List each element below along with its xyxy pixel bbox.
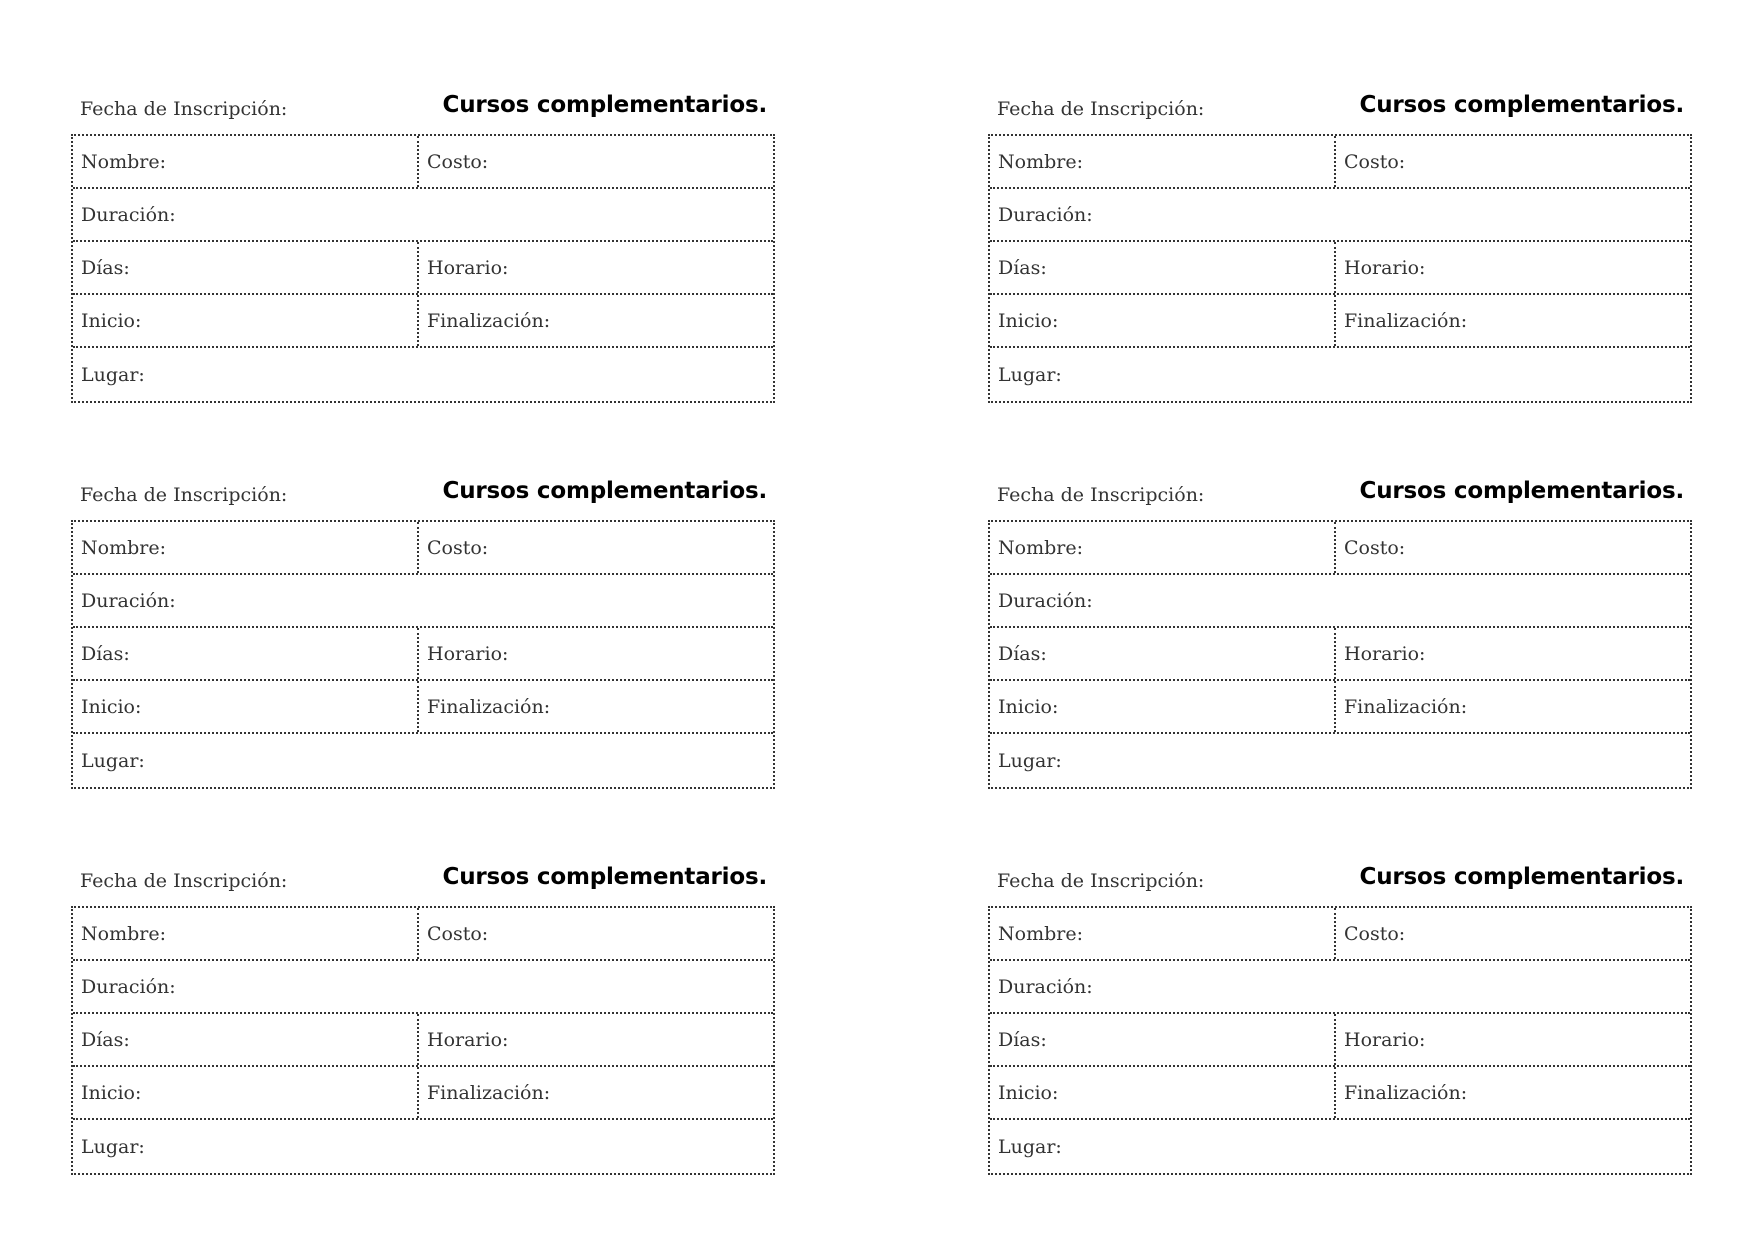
card-title: Cursos complementarios. <box>1359 92 1684 118</box>
horario-field[interactable]: Horario: <box>1344 1028 1426 1051</box>
costo-field[interactable]: Costo: <box>427 922 489 945</box>
course-card <box>988 72 1692 403</box>
row-lugar <box>73 1120 773 1173</box>
row-lugar <box>73 348 773 401</box>
duracion-field[interactable]: Duración: <box>998 589 1093 612</box>
horario-field[interactable]: Horario: <box>1344 256 1426 279</box>
row-nombre-costo <box>73 136 773 189</box>
duracion-field[interactable]: Duración: <box>81 203 176 226</box>
row-duracion <box>990 961 1690 1014</box>
finalizacion-field[interactable]: Finalización: <box>1344 309 1468 332</box>
course-form-grid <box>988 134 1692 403</box>
fecha-inscripcion-label: Fecha de Inscripción: <box>80 484 288 506</box>
nombre-field[interactable]: Nombre: <box>990 522 1336 573</box>
inicio-field[interactable]: Inicio: <box>990 295 1336 346</box>
nombre-field[interactable]: Nombre: <box>73 908 419 959</box>
course-form-grid <box>71 906 775 1175</box>
row-inicio-finalizacion <box>73 295 773 348</box>
row-lugar <box>990 1120 1690 1173</box>
row-inicio-finalizacion <box>73 1067 773 1120</box>
inicio-field[interactable]: Inicio: <box>73 295 419 346</box>
nombre-field[interactable]: Nombre: <box>990 136 1336 187</box>
costo-field[interactable]: Costo: <box>427 150 489 173</box>
lugar-field[interactable]: Lugar: <box>998 749 1062 772</box>
lugar-field[interactable]: Lugar: <box>81 749 145 772</box>
costo-field[interactable]: Costo: <box>1344 922 1406 945</box>
card-header <box>988 72 1692 134</box>
duracion-field[interactable]: Duración: <box>81 589 176 612</box>
fecha-inscripcion-label: Fecha de Inscripción: <box>80 870 288 892</box>
course-form-grid <box>71 520 775 789</box>
inicio-field[interactable]: Inicio: <box>73 681 419 732</box>
nombre-field[interactable]: Nombre: <box>73 136 419 187</box>
card-title: Cursos complementarios. <box>442 478 767 504</box>
row-duracion <box>73 961 773 1014</box>
fecha-inscripcion-label: Fecha de Inscripción: <box>997 484 1205 506</box>
row-nombre-costo <box>73 908 773 961</box>
horario-field[interactable]: Horario: <box>1344 642 1426 665</box>
course-form-grid <box>71 134 775 403</box>
dias-field[interactable]: Días: <box>73 628 419 679</box>
lugar-field[interactable]: Lugar: <box>998 363 1062 386</box>
nombre-field[interactable]: Nombre: <box>73 522 419 573</box>
costo-field[interactable]: Costo: <box>1344 150 1406 173</box>
row-dias-horario <box>990 1014 1690 1067</box>
row-dias-horario <box>73 242 773 295</box>
course-card <box>71 458 775 789</box>
dias-field[interactable]: Días: <box>73 1014 419 1065</box>
finalizacion-field[interactable]: Finalización: <box>1344 1081 1468 1104</box>
dias-field[interactable]: Días: <box>990 1014 1336 1065</box>
row-dias-horario <box>990 628 1690 681</box>
lugar-field[interactable]: Lugar: <box>81 1135 145 1158</box>
card-title: Cursos complementarios. <box>1359 478 1684 504</box>
lugar-field[interactable]: Lugar: <box>998 1135 1062 1158</box>
row-lugar <box>990 348 1690 401</box>
costo-field[interactable]: Costo: <box>1344 536 1406 559</box>
inicio-field[interactable]: Inicio: <box>990 1067 1336 1118</box>
inicio-field[interactable]: Inicio: <box>73 1067 419 1118</box>
row-inicio-finalizacion <box>990 681 1690 734</box>
finalizacion-field[interactable]: Finalización: <box>1344 695 1468 718</box>
dias-field[interactable]: Días: <box>990 628 1336 679</box>
finalizacion-field[interactable]: Finalización: <box>427 1081 551 1104</box>
card-title: Cursos complementarios. <box>442 864 767 890</box>
card-title: Cursos complementarios. <box>442 92 767 118</box>
course-card <box>988 844 1692 1175</box>
row-inicio-finalizacion <box>73 681 773 734</box>
row-inicio-finalizacion <box>990 295 1690 348</box>
inicio-field[interactable]: Inicio: <box>990 681 1336 732</box>
row-nombre-costo <box>990 908 1690 961</box>
row-duracion <box>73 575 773 628</box>
horario-field[interactable]: Horario: <box>427 642 509 665</box>
course-card <box>71 844 775 1175</box>
course-card <box>71 72 775 403</box>
duracion-field[interactable]: Duración: <box>998 975 1093 998</box>
row-duracion <box>990 189 1690 242</box>
duracion-field[interactable]: Duración: <box>81 975 176 998</box>
dias-field[interactable]: Días: <box>73 242 419 293</box>
card-header <box>71 72 775 134</box>
horario-field[interactable]: Horario: <box>427 1028 509 1051</box>
row-inicio-finalizacion <box>990 1067 1690 1120</box>
row-lugar <box>990 734 1690 787</box>
row-dias-horario <box>73 628 773 681</box>
card-header <box>988 458 1692 520</box>
row-lugar <box>73 734 773 787</box>
course-form-grid <box>988 520 1692 789</box>
course-form-grid <box>988 906 1692 1175</box>
finalizacion-field[interactable]: Finalización: <box>427 695 551 718</box>
fecha-inscripcion-label: Fecha de Inscripción: <box>997 98 1205 120</box>
card-header <box>988 844 1692 906</box>
fecha-inscripcion-label: Fecha de Inscripción: <box>80 98 288 120</box>
fecha-inscripcion-label: Fecha de Inscripción: <box>997 870 1205 892</box>
horario-field[interactable]: Horario: <box>427 256 509 279</box>
row-duracion <box>73 189 773 242</box>
costo-field[interactable]: Costo: <box>427 536 489 559</box>
duracion-field[interactable]: Duración: <box>998 203 1093 226</box>
card-header <box>71 458 775 520</box>
card-header <box>71 844 775 906</box>
row-nombre-costo <box>990 522 1690 575</box>
row-nombre-costo <box>990 136 1690 189</box>
row-dias-horario <box>990 242 1690 295</box>
lugar-field[interactable]: Lugar: <box>81 363 145 386</box>
card-title: Cursos complementarios. <box>1359 864 1684 890</box>
dias-field[interactable]: Días: <box>990 242 1336 293</box>
nombre-field[interactable]: Nombre: <box>990 908 1336 959</box>
course-card <box>988 458 1692 789</box>
row-nombre-costo <box>73 522 773 575</box>
row-dias-horario <box>73 1014 773 1067</box>
finalizacion-field[interactable]: Finalización: <box>427 309 551 332</box>
row-duracion <box>990 575 1690 628</box>
